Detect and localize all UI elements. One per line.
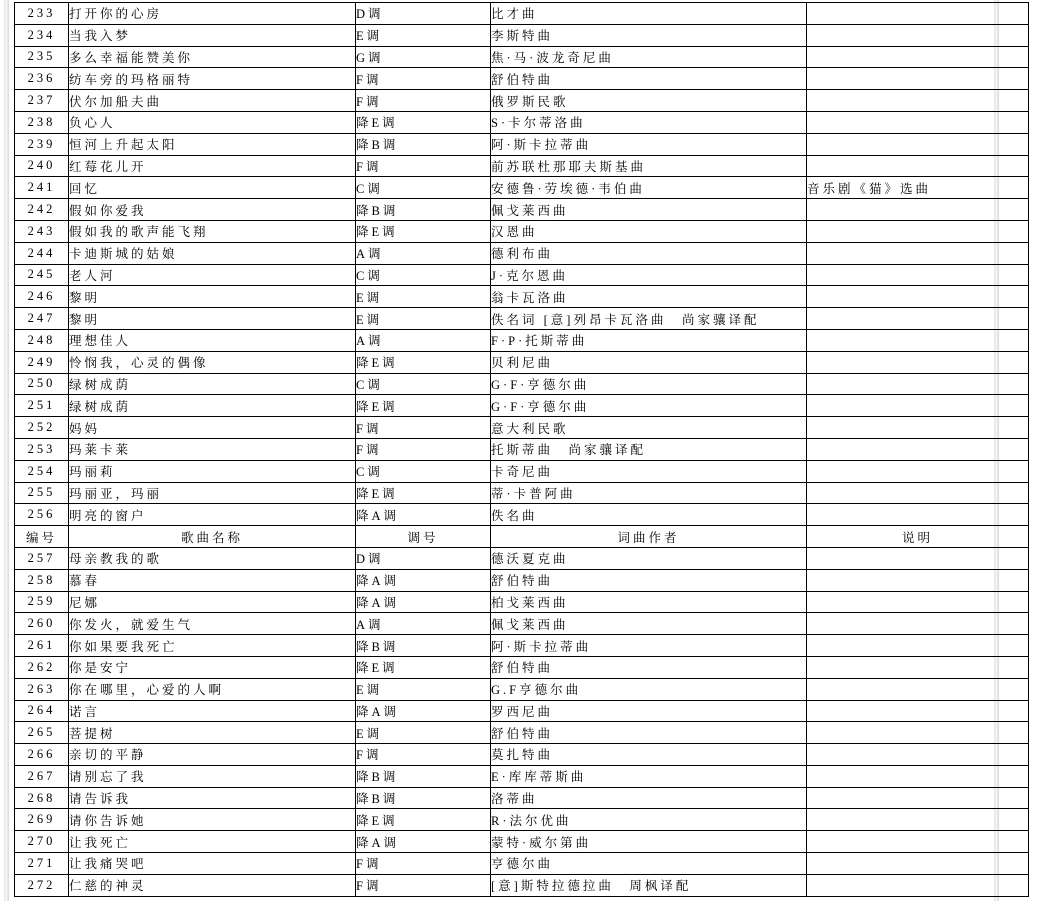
table-row: [15, 591, 1029, 613]
composer-cell[interactable]: 李斯特曲: [491, 24, 807, 46]
song-title-cell[interactable]: 黎明: [69, 308, 356, 330]
song-title-cell[interactable]: 打开你的心房: [69, 3, 356, 25]
note-cell[interactable]: [807, 765, 1029, 787]
key-cell[interactable]: E调: [356, 722, 491, 744]
composer-cell[interactable]: 比才曲: [491, 3, 807, 25]
header-composer[interactable]: 词曲作者: [491, 526, 807, 548]
composer-cell[interactable]: 贝利尼曲: [491, 351, 807, 373]
row-number-cell[interactable]: 261: [15, 635, 69, 657]
key-cell[interactable]: 降A调: [356, 504, 491, 526]
song-title-cell[interactable]: 请别忘了我: [69, 765, 356, 787]
composer-cell[interactable]: 莫扎特曲: [491, 744, 807, 766]
composer-cell[interactable]: 意大利民歌: [491, 417, 807, 439]
composer-cell[interactable]: E·库库蒂斯曲: [491, 765, 807, 787]
composer-cell[interactable]: F·P·托斯蒂曲: [491, 329, 807, 351]
table-row: [15, 3, 1029, 25]
song-title-cell[interactable]: 绿树成荫: [69, 373, 356, 395]
note-cell[interactable]: [807, 3, 1029, 25]
composer-cell[interactable]: G·F·亨德尔曲: [491, 395, 807, 417]
key-cell[interactable]: 降A调: [356, 591, 491, 613]
table-row: [15, 373, 1029, 395]
row-number-cell[interactable]: 236: [15, 68, 69, 90]
song-title-cell[interactable]: 绿树成荫: [69, 395, 356, 417]
key-cell[interactable]: A调: [356, 242, 491, 264]
key-cell[interactable]: D调: [356, 547, 491, 569]
song-title-cell[interactable]: 回忆: [69, 177, 356, 199]
key-cell[interactable]: 降E调: [356, 395, 491, 417]
table-row: [15, 46, 1029, 68]
row-number-cell[interactable]: 254: [15, 460, 69, 482]
note-cell[interactable]: [807, 569, 1029, 591]
row-number-cell[interactable]: 267: [15, 765, 69, 787]
song-title-cell[interactable]: 伏尔加船夫曲: [69, 90, 356, 112]
composer-cell[interactable]: 蒙特·威尔第曲: [491, 831, 807, 853]
composer-cell[interactable]: 舒伯特曲: [491, 569, 807, 591]
note-cell[interactable]: [807, 831, 1029, 853]
song-title-cell[interactable]: 仁慈的神灵: [69, 874, 356, 896]
note-cell[interactable]: [807, 242, 1029, 264]
key-cell[interactable]: C调: [356, 460, 491, 482]
key-cell[interactable]: F调: [356, 417, 491, 439]
song-title-cell[interactable]: 黎明: [69, 286, 356, 308]
key-cell[interactable]: A调: [356, 329, 491, 351]
note-cell[interactable]: [807, 373, 1029, 395]
row-number-cell[interactable]: 244: [15, 242, 69, 264]
composer-cell[interactable]: R·法尔优曲: [491, 809, 807, 831]
key-cell[interactable]: 降A调: [356, 569, 491, 591]
row-number-cell[interactable]: 247: [15, 308, 69, 330]
table-row: [15, 874, 1029, 896]
note-cell[interactable]: [807, 351, 1029, 373]
song-title-cell[interactable]: 玛丽莉: [69, 460, 356, 482]
row-number-cell[interactable]: 258: [15, 569, 69, 591]
composer-cell[interactable]: 洛蒂曲: [491, 787, 807, 809]
song-title-cell[interactable]: 纺车旁的玛格丽特: [69, 68, 356, 90]
table-row: [15, 569, 1029, 591]
song-title-cell[interactable]: 红莓花儿开: [69, 155, 356, 177]
song-title-cell[interactable]: 恒河上升起太阳: [69, 133, 356, 155]
song-title-cell[interactable]: 假如我的歌声能飞翔: [69, 220, 356, 242]
row-number-cell[interactable]: 248: [15, 329, 69, 351]
key-cell[interactable]: 降A调: [356, 831, 491, 853]
note-cell[interactable]: [807, 460, 1029, 482]
key-cell[interactable]: E调: [356, 24, 491, 46]
table-row: [15, 264, 1029, 286]
note-cell[interactable]: [807, 744, 1029, 766]
key-cell[interactable]: 降A调: [356, 700, 491, 722]
row-number-cell[interactable]: 262: [15, 656, 69, 678]
table-row: [15, 395, 1029, 417]
note-cell[interactable]: [807, 286, 1029, 308]
key-cell[interactable]: E调: [356, 678, 491, 700]
composer-cell[interactable]: 佩戈莱西曲: [491, 613, 807, 635]
row-number-cell[interactable]: 237: [15, 90, 69, 112]
key-cell[interactable]: C调: [356, 264, 491, 286]
table-row: [15, 286, 1029, 308]
composer-cell[interactable]: 舒伯特曲: [491, 722, 807, 744]
row-number-cell[interactable]: 270: [15, 831, 69, 853]
song-title-cell[interactable]: 卡迪斯城的姑娘: [69, 242, 356, 264]
row-number-cell[interactable]: 235: [15, 46, 69, 68]
row-number-cell[interactable]: 269: [15, 809, 69, 831]
key-cell[interactable]: C调: [356, 177, 491, 199]
table-row: [15, 329, 1029, 351]
note-cell[interactable]: [807, 308, 1029, 330]
table-row: [15, 24, 1029, 46]
table-row: [15, 744, 1029, 766]
key-cell[interactable]: 降E调: [356, 656, 491, 678]
song-table-body: [15, 3, 1029, 897]
row-number-cell[interactable]: 259: [15, 591, 69, 613]
song-list-table: [14, 2, 1029, 897]
note-cell[interactable]: [807, 111, 1029, 133]
composer-cell[interactable]: 佚名曲: [491, 504, 807, 526]
key-cell[interactable]: F调: [356, 874, 491, 896]
note-cell[interactable]: [807, 329, 1029, 351]
row-number-cell[interactable]: 265: [15, 722, 69, 744]
composer-cell[interactable]: 佚名词 [意]列昂卡瓦洛曲 尚家骧译配: [491, 308, 807, 330]
row-number-cell[interactable]: 252: [15, 417, 69, 439]
note-cell[interactable]: [807, 90, 1029, 112]
table-row: [15, 831, 1029, 853]
composer-cell[interactable]: 阿·斯卡拉蒂曲: [491, 635, 807, 657]
song-title-cell[interactable]: 诺言: [69, 700, 356, 722]
composer-cell[interactable]: 俄罗斯民歌: [491, 90, 807, 112]
song-title-cell[interactable]: 慕春: [69, 569, 356, 591]
note-cell[interactable]: [807, 438, 1029, 460]
composer-cell[interactable]: J·克尔恩曲: [491, 264, 807, 286]
key-cell[interactable]: G调: [356, 46, 491, 68]
row-number-cell[interactable]: 257: [15, 547, 69, 569]
song-title-cell[interactable]: 你是安宁: [69, 656, 356, 678]
key-cell[interactable]: 降E调: [356, 351, 491, 373]
table-row: [15, 853, 1029, 875]
note-cell[interactable]: 音乐剧《猫》选曲: [807, 177, 1029, 199]
row-number-cell[interactable]: 250: [15, 373, 69, 395]
song-title-cell[interactable]: 玛丽亚，玛丽: [69, 482, 356, 504]
composer-cell[interactable]: 柏戈莱西曲: [491, 591, 807, 613]
table-row: [15, 155, 1029, 177]
row-number-cell[interactable]: 272: [15, 874, 69, 896]
composer-cell[interactable]: 翁卡瓦洛曲: [491, 286, 807, 308]
song-title-cell[interactable]: 让我死亡: [69, 831, 356, 853]
header-note[interactable]: 说明: [807, 526, 1029, 548]
key-cell[interactable]: 降E调: [356, 111, 491, 133]
composer-cell[interactable]: 舒伯特曲: [491, 656, 807, 678]
note-cell[interactable]: [807, 264, 1029, 286]
composer-cell[interactable]: 安德鲁·劳埃德·韦伯曲: [491, 177, 807, 199]
row-number-cell[interactable]: 266: [15, 744, 69, 766]
row-number-cell[interactable]: 263: [15, 678, 69, 700]
song-title-cell[interactable]: 你在哪里，心爱的人啊: [69, 678, 356, 700]
composer-cell[interactable]: 罗西尼曲: [491, 700, 807, 722]
key-cell[interactable]: 降B调: [356, 635, 491, 657]
row-number-cell[interactable]: 268: [15, 787, 69, 809]
song-title-cell[interactable]: 尼娜: [69, 591, 356, 613]
row-number-cell[interactable]: 238: [15, 111, 69, 133]
key-cell[interactable]: A调: [356, 613, 491, 635]
key-cell[interactable]: F调: [356, 90, 491, 112]
key-cell[interactable]: C调: [356, 373, 491, 395]
composer-cell[interactable]: 舒伯特曲: [491, 68, 807, 90]
row-number-cell[interactable]: 255: [15, 482, 69, 504]
song-title-cell[interactable]: 母亲教我的歌: [69, 547, 356, 569]
note-cell[interactable]: [807, 133, 1029, 155]
row-number-cell[interactable]: 239: [15, 133, 69, 155]
table-row: [15, 482, 1029, 504]
table-row: [15, 417, 1029, 439]
table-row: [15, 787, 1029, 809]
song-title-cell[interactable]: 让我痛哭吧: [69, 853, 356, 875]
note-cell[interactable]: [807, 678, 1029, 700]
composer-cell[interactable]: 汉恩曲: [491, 220, 807, 242]
table-row: [15, 438, 1029, 460]
key-cell[interactable]: D调: [356, 3, 491, 25]
composer-cell[interactable]: 佩戈莱西曲: [491, 199, 807, 221]
key-cell[interactable]: 降E调: [356, 482, 491, 504]
key-cell[interactable]: F调: [356, 68, 491, 90]
song-title-cell[interactable]: 菩提树: [69, 722, 356, 744]
composer-cell[interactable]: S·卡尔蒂洛曲: [491, 111, 807, 133]
key-cell[interactable]: E调: [356, 308, 491, 330]
table-row: [15, 220, 1029, 242]
note-cell[interactable]: [807, 874, 1029, 896]
song-title-cell[interactable]: 你发火，就爱生气: [69, 613, 356, 635]
note-cell[interactable]: [807, 68, 1029, 90]
note-cell[interactable]: [807, 220, 1029, 242]
note-cell[interactable]: [807, 809, 1029, 831]
composer-cell[interactable]: G.F亨德尔曲: [491, 678, 807, 700]
composer-cell[interactable]: G·F·亨德尔曲: [491, 373, 807, 395]
table-row: [15, 199, 1029, 221]
table-row: [15, 504, 1029, 526]
note-cell[interactable]: [807, 46, 1029, 68]
row-number-cell[interactable]: 249: [15, 351, 69, 373]
note-cell[interactable]: [807, 155, 1029, 177]
note-cell[interactable]: [807, 787, 1029, 809]
note-cell[interactable]: [807, 417, 1029, 439]
note-cell[interactable]: [807, 547, 1029, 569]
table-row: [15, 613, 1029, 635]
composer-cell[interactable]: 阿·斯卡拉蒂曲: [491, 133, 807, 155]
composer-cell[interactable]: [意]斯特拉德拉曲 周枫译配: [491, 874, 807, 896]
note-cell[interactable]: [807, 591, 1029, 613]
note-cell[interactable]: [807, 613, 1029, 635]
key-cell[interactable]: F调: [356, 438, 491, 460]
song-title-cell[interactable]: 玛莱卡莱: [69, 438, 356, 460]
table-header-row: [15, 526, 1029, 548]
table-row: [15, 809, 1029, 831]
note-cell[interactable]: [807, 722, 1029, 744]
song-title-cell[interactable]: 负心人: [69, 111, 356, 133]
row-number-cell[interactable]: 233: [15, 3, 69, 25]
table-row: [15, 308, 1029, 330]
row-number-cell[interactable]: 260: [15, 613, 69, 635]
song-title-cell[interactable]: 理想佳人: [69, 329, 356, 351]
table-row: [15, 177, 1029, 199]
song-title-cell[interactable]: 请告诉我: [69, 787, 356, 809]
table-row: [15, 656, 1029, 678]
table-row: [15, 700, 1029, 722]
key-cell[interactable]: F调: [356, 853, 491, 875]
composer-cell[interactable]: 托斯蒂曲 尚家骧译配: [491, 438, 807, 460]
composer-cell[interactable]: 卡奇尼曲: [491, 460, 807, 482]
row-number-cell[interactable]: 242: [15, 199, 69, 221]
note-cell[interactable]: [807, 656, 1029, 678]
note-cell[interactable]: [807, 199, 1029, 221]
row-number-cell[interactable]: 243: [15, 220, 69, 242]
song-title-cell[interactable]: 明亮的窗户: [69, 504, 356, 526]
table-row: [15, 765, 1029, 787]
page-break-line-left: [4, 0, 9, 901]
song-title-cell[interactable]: 多么幸福能赞美你: [69, 46, 356, 68]
note-cell[interactable]: [807, 395, 1029, 417]
song-title-cell[interactable]: 当我入梦: [69, 24, 356, 46]
table-row: [15, 242, 1029, 264]
row-number-cell[interactable]: 271: [15, 853, 69, 875]
table-row: [15, 678, 1029, 700]
composer-cell[interactable]: 德利布曲: [491, 242, 807, 264]
header-number[interactable]: 编号: [15, 526, 69, 548]
header-title[interactable]: 歌曲名称: [69, 526, 356, 548]
key-cell[interactable]: 降E调: [356, 809, 491, 831]
header-key[interactable]: 调号: [356, 526, 491, 548]
song-title-cell[interactable]: 怜悯我，心灵的偶像: [69, 351, 356, 373]
row-number-cell[interactable]: 246: [15, 286, 69, 308]
note-cell[interactable]: [807, 635, 1029, 657]
composer-cell[interactable]: 蒂·卡普阿曲: [491, 482, 807, 504]
table-row: [15, 133, 1029, 155]
row-number-cell[interactable]: 253: [15, 438, 69, 460]
row-number-cell[interactable]: 245: [15, 264, 69, 286]
row-number-cell[interactable]: 264: [15, 700, 69, 722]
song-title-cell[interactable]: 亲切的平静: [69, 744, 356, 766]
key-cell[interactable]: 降B调: [356, 199, 491, 221]
key-cell[interactable]: 降B调: [356, 765, 491, 787]
table-row: [15, 90, 1029, 112]
row-number-cell[interactable]: 234: [15, 24, 69, 46]
table-row: [15, 351, 1029, 373]
composer-cell[interactable]: 焦·马·波龙奇尼曲: [491, 46, 807, 68]
song-title-cell[interactable]: 妈妈: [69, 417, 356, 439]
song-title-cell[interactable]: 老人河: [69, 264, 356, 286]
table-row: [15, 722, 1029, 744]
key-cell[interactable]: F调: [356, 155, 491, 177]
note-cell[interactable]: [807, 853, 1029, 875]
key-cell[interactable]: F调: [356, 744, 491, 766]
table-row: [15, 635, 1029, 657]
key-cell[interactable]: 降E调: [356, 220, 491, 242]
row-number-cell[interactable]: 256: [15, 504, 69, 526]
song-title-cell[interactable]: 假如你爱我: [69, 199, 356, 221]
note-cell[interactable]: [807, 700, 1029, 722]
song-title-cell[interactable]: 请你告诉她: [69, 809, 356, 831]
note-cell[interactable]: [807, 504, 1029, 526]
table-row: [15, 460, 1029, 482]
table-row: [15, 68, 1029, 90]
key-cell[interactable]: 降B调: [356, 787, 491, 809]
key-cell[interactable]: 降B调: [356, 133, 491, 155]
row-number-cell[interactable]: 251: [15, 395, 69, 417]
composer-cell[interactable]: 德沃夏克曲: [491, 547, 807, 569]
song-title-cell[interactable]: 你如果要我死亡: [69, 635, 356, 657]
composer-cell[interactable]: 亨德尔曲: [491, 853, 807, 875]
row-number-cell[interactable]: 240: [15, 155, 69, 177]
note-cell[interactable]: [807, 482, 1029, 504]
row-number-cell[interactable]: 241: [15, 177, 69, 199]
table-row: [15, 111, 1029, 133]
key-cell[interactable]: E调: [356, 286, 491, 308]
composer-cell[interactable]: 前苏联杜那耶夫斯基曲: [491, 155, 807, 177]
note-cell[interactable]: [807, 24, 1029, 46]
table-row: [15, 547, 1029, 569]
